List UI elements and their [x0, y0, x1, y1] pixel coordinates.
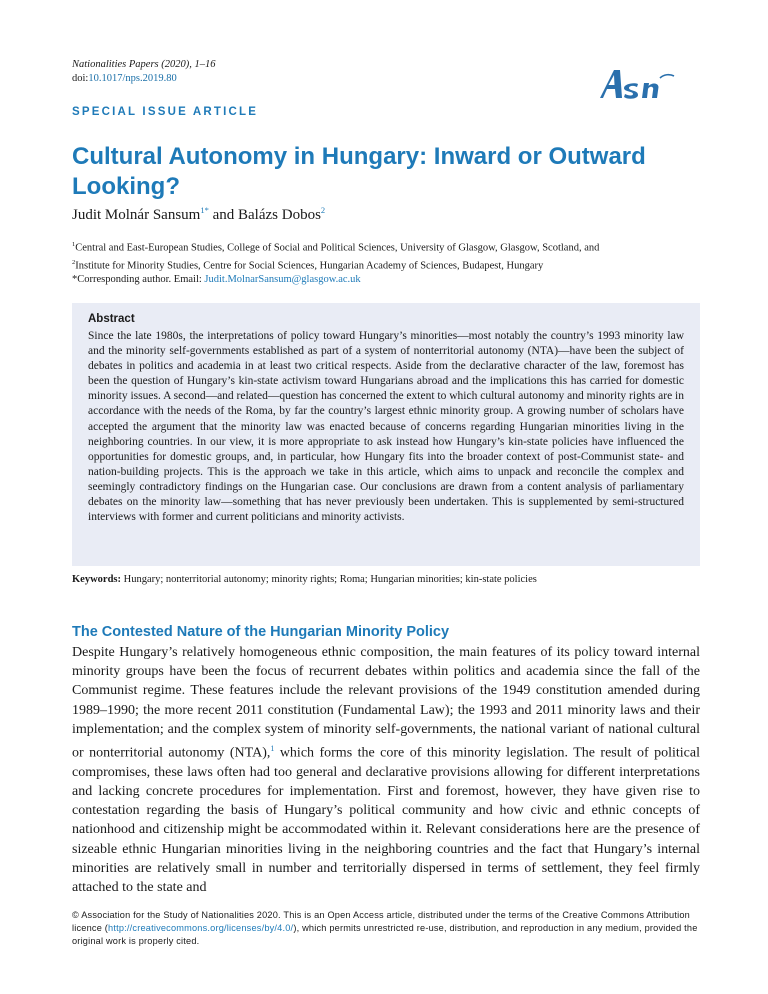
body-paragraph: Despite Hungary’s relatively homogeneous ethnic composition, the main features of its policy toward internal minority groups have been the focus of recurrent debates within politics and academia since the fall of the Communist regime. These features include the relevant provisions of the 1949 constitution amended during 1989–1990; the more recent 2011 constitution (Fundamental Law); the 1993 and 2011 minority laws and their implementation; and the complex system of minority self-governments, the national variant of national cultural or nonterritorial autonomy (NTA),$^1$ which forms the core of this minority legislation. The result of political compromises, these laws often had too general and declarative provisions allowing for different interpretations and lacking concrete procedures for implementation. First and foremost, however, they have given rise to contestation regarding the basis of Hungary’s political community and how civic and ethnic concepts of nationhood and citizenship might be accommodated within it. Relevant considerations here are the presence of sizeable ethnic Hungarian minorities living in the neighboring countries and the fact that Hungary’s internal minorities are relatively small in number and territorially dispersed in terms of settlement, they feel firmly attached to the state and [72, 645, 700, 896]
affiliation-2: $^2$Institute for Minority Studies, Centre for Social Sciences, Hungarian Academy of Sciences, Budapest, Hungary [72, 258, 544, 271]
keywords-label: Keywords: [72, 574, 121, 585]
section-heading: The Contested Nature of the Hungarian Minority Policy [72, 624, 450, 640]
author-line [72, 205, 325, 224]
email-link[interactable]: Judit.MolnarSansum@glasgow.ac.uk [204, 274, 361, 285]
author-name: Judit Molnár Sansum [72, 207, 201, 223]
journal-info [72, 58, 216, 86]
license-link[interactable]: http://creativecommons.org/licenses/by/4.0/ [108, 923, 294, 933]
doi-link[interactable]: 10.1017/nps.2019.80 [88, 73, 177, 84]
corresponding-author: *Corresponding author. Email: Judit.MolnarSansum@glasgow.ac.uk [72, 274, 361, 285]
author-name: Balázs Dobos [238, 207, 321, 223]
keywords [72, 573, 702, 587]
journal-citation: Nationalities Papers (2020), 1–16 [72, 59, 216, 70]
affiliation-1: $^1$Central and East-European Studies, College of Social and Political Sciences, University of Glasgow, Glasgow, Scotland, and [72, 241, 600, 254]
author-affiliation-marker: 1* [200, 205, 209, 215]
keywords-text: Hungary; nonterritorial autonomy; minority rights; Roma; Hungarian minorities; kin-state policies [123, 574, 537, 585]
copyright-notice: © Association for the Study of Nationalities 2020. This is an Open Access article, distributed under the terms of the Creative Commons Attribution licence (http://creativecommons.org/licenses/by/4.0/), which permits unrestricted re-use, distribution, and reproduction in any medium, provided the original work is properly cited. [72, 910, 698, 946]
article-type-label: SPECIAL ISSUE ARTICLE [72, 106, 259, 118]
abstract-text: Since the late 1980s, the interpretations of policy toward Hungary’s minorities—most notably the country’s 1993 minority law and the minority self-governments established as part of a system of nonterritorial autonomy (NTA)—have been the subject of debates in politics and academia in at least two critical respects. Aside from the declarative character of the law, foremost has been the question of Hungary’s kin-state activism toward Hungarians abroad and the implications this has carried for domestic minority issues. A second—and related—question has concerned the extent to which cultural autonomy and minority rights are in accordance with the needs of the Roma, by far the country’s largest ethnic minority group. A growing number of scholars have accepted the argument that the minority law was enacted because of concerns regarding Hungarian minorities living in the neighboring countries. In our view, it is more appropriate to ask instead how Hungary’s kin-state policies have influenced the opportunities for domestic groups, and, in particular, how Hungary fits into the broader context of post-Communist state- and nation-building projects. This is the approach we take in this article, which aims to unpack and reconcile the complex and seemingly contradictory findings on the Hungarian case. Our conclusions are drawn from a content analysis of parliamentary debates on the minority law—something that has never previously been undertaken. This is supplemented by semi-structured interviews with former and current politicians and minority activists. [88, 330, 684, 524]
asn-logo [594, 64, 678, 104]
abstract-heading: Abstract [88, 313, 135, 325]
doi-line [72, 72, 216, 86]
doi-prefix: doi: [72, 73, 89, 84]
author-affiliation-marker: 2 [320, 205, 326, 215]
article-title: Cultural Autonomy in Hungary: Inward or Outward Looking? [72, 143, 646, 200]
footnote-marker[interactable]: 1 [270, 744, 275, 754]
author-conjunction: and [212, 207, 235, 223]
affiliations [72, 238, 702, 287]
abstract-box [72, 303, 700, 566]
